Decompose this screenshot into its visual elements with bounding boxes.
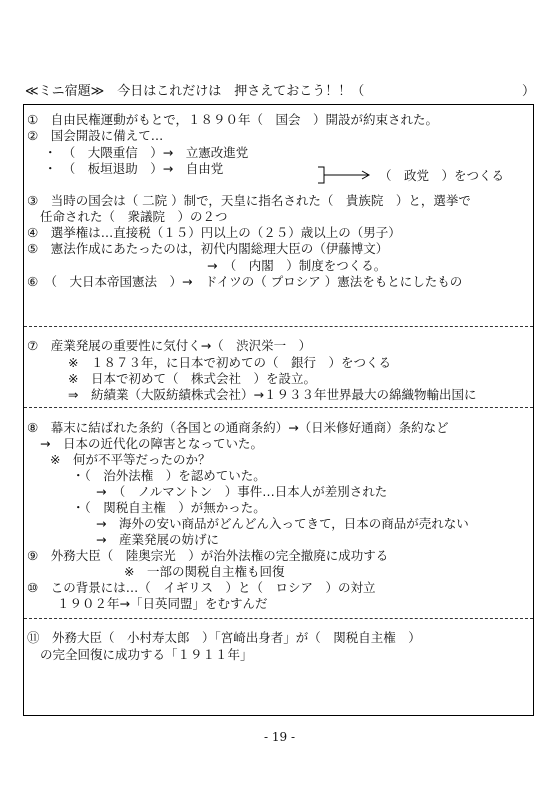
item-7-bank: ※ １８７３年，に日本で初めての（ 銀行 ）をつくる bbox=[68, 355, 391, 370]
item-3-cont: 任命された（ 衆議院 ）の２つ bbox=[40, 209, 228, 224]
item-6: ⑥ （ 大日本帝国憲法 ）→ ドイツの（ プロシア ）憲法をもとにしたもの bbox=[27, 274, 463, 289]
item-2-itagaki: ・ （ 板垣退助 ）→ 自由党 bbox=[44, 161, 224, 176]
notes-box bbox=[23, 104, 534, 716]
item-2: ② 国会開設に備えて… bbox=[27, 128, 164, 143]
page-number: - 19 - bbox=[263, 730, 295, 744]
section-divider bbox=[24, 618, 533, 619]
section-divider bbox=[24, 326, 533, 327]
item-8-imports: → 海外の安い商品がどんどん入ってきて，日本の商品が売れない bbox=[96, 516, 469, 531]
item-7-company: ※ 日本で初めて（ 株式会社 ）を設立。 bbox=[68, 371, 316, 386]
bracket-arrow-icon bbox=[316, 165, 376, 185]
item-5-cont: → （ 内閣 ）制度をつくる。 bbox=[207, 258, 387, 273]
item-8-question: ※ 何が不平等だったのか？ bbox=[50, 452, 211, 467]
item-7: ⑦ 産業発展の重要性に気付く→（ 渋沢栄一 ） bbox=[27, 338, 312, 353]
mini-homework-header bbox=[25, 80, 535, 98]
item-9: ⑨ 外務大臣（ 陸奥宗光 ）が治外法権の完全撤廃に成功する bbox=[27, 548, 389, 563]
item-8: ⑧ 幕末に結ばれた条約（各国との通商条約）→（日米修好通商）条約など bbox=[27, 420, 449, 435]
item-7-spinning: ⇒ 紡績業（大阪紡績株式会社）→１９３３年世界最大の綿織物輸出国に bbox=[68, 387, 477, 402]
item-8-normanton: → （ ノルマントン ）事件…日本人が差別された bbox=[96, 484, 388, 499]
item-9-note: ※ 一部の関税自主権も回復 bbox=[124, 564, 285, 579]
item-1: ① 自由民権運動がもとで，１８９０年（ 国会 ）開設が約束された。 bbox=[27, 112, 438, 127]
item-10-alliance: １９０２年→「日英同盟」をむすんだ bbox=[57, 596, 268, 611]
item-8-obstacle: → 日本の近代化の障害となっていた。 bbox=[40, 436, 263, 451]
item-11: ⑪ 外務大臣（ 小村寿太郎 ）「宮崎出身者」が（ 関税自主権 ） bbox=[27, 630, 421, 645]
item-2-okuma: ・ （ 大隈重信 ）→ 立憲改進党 bbox=[44, 145, 249, 160]
header-close-paren: ） bbox=[521, 84, 535, 99]
item-8-hindrance: → 産業発展の妨げに bbox=[96, 532, 219, 547]
item-4: ④ 選挙権は…直接税（１５）円以上の（２５）歳以上の（男子） bbox=[27, 225, 401, 240]
section-divider bbox=[24, 407, 533, 408]
header-title: ≪ミニ宿題≫ 今日はこれだけは 押さえておこう！！（ bbox=[25, 84, 365, 99]
item-11-cont: の完全回復に成功する「１９１１年」 bbox=[40, 647, 253, 662]
item-8-tariff: ・（ 関税自主権 ）が無かった。 bbox=[72, 500, 266, 515]
item-3: ③ 当時の国会は（ 二院 ）制で，天皇に指名された（ 貴族院 ）と，選挙で bbox=[27, 193, 471, 208]
item-5: ⑤ 憲法作成にあたったのは，初代内閣総理大臣の（伊藤博文） bbox=[27, 241, 389, 256]
item-8-extraterritoriality: ・（ 治外法権 ）を認めていた。 bbox=[72, 468, 266, 483]
item-10: ⑩ この背景には…（ イギリス ）と（ ロシア ）の対立 bbox=[27, 580, 376, 595]
item-2-party: （ 政党 ）をつくる bbox=[379, 168, 505, 183]
